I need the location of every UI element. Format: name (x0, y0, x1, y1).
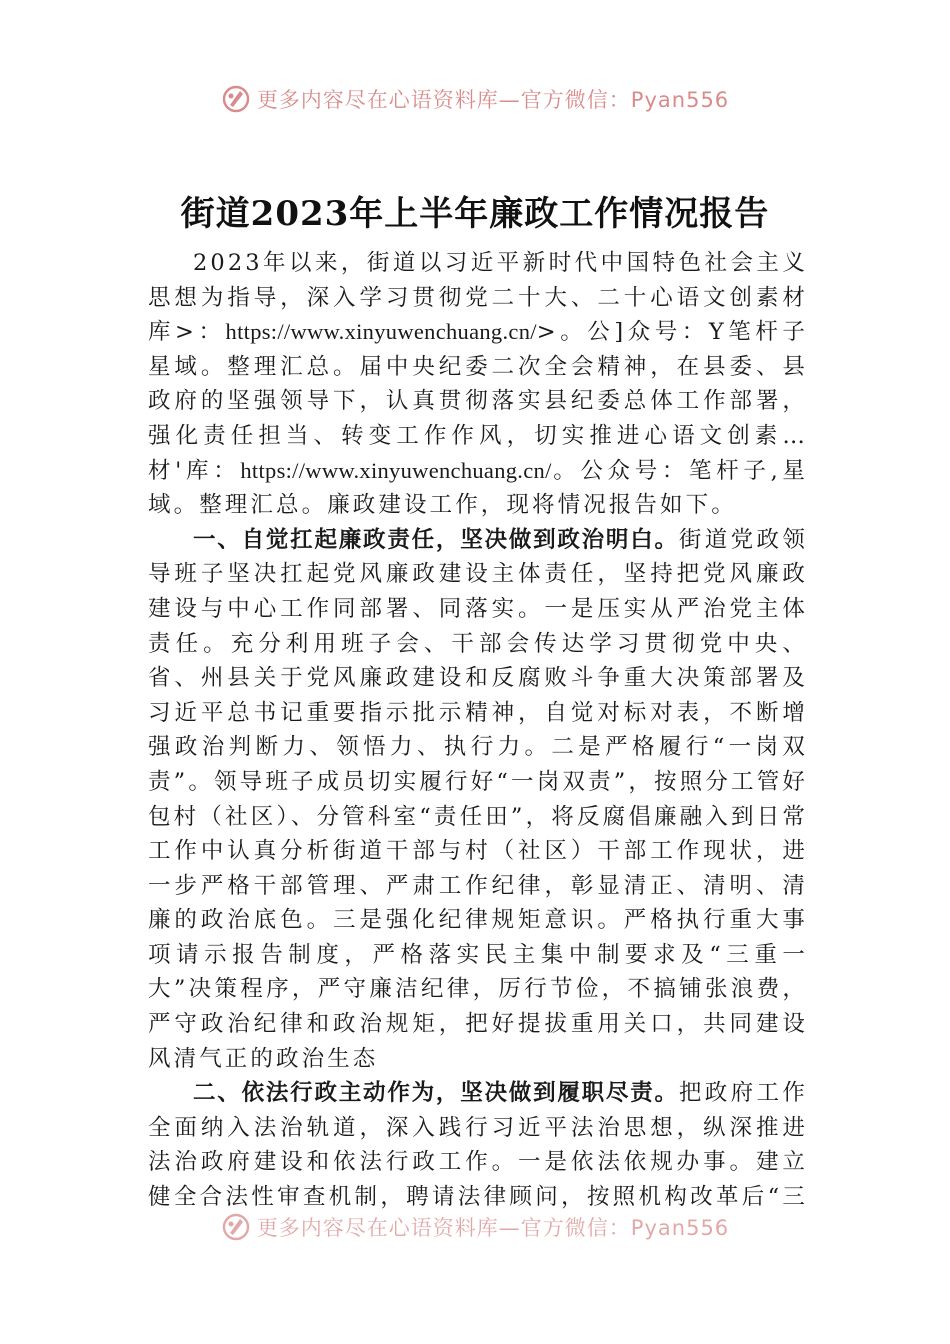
watermark-header (0, 84, 950, 114)
watermark-logo-icon (221, 84, 251, 114)
section-2-paragraph (148, 1076, 808, 1216)
section-2-heading: 二、依法行政主动作为，坚决做到履职尽责。 (193, 1080, 679, 1107)
watermark-footer (0, 1212, 950, 1242)
section-1-body: 街道党政领导班子坚决扛起党风廉政建设主体责任，坚持把党风廉政建设与中心工作同部署、同落实。一是压实从严治党主体责任。充分利用班子会、干部会传达学习贯彻党中央、省、州县关于党风廉政建设和反腐败斗争重大决策部署及习近平总书记重要指示批示精神，自觉对标对表，不断增强政治判断力、领悟力、执行力。二是严格履行“一岗双责”。领导班子成员切实履行好“一岗双责”，按照分工管好包村（社区）、分管科室“责任田”，将反腐倡廉融入到日常工作中认真分析街道干部与村（社区）干部工作现状，进一步严格干部管理、严肃工作纪律，彰显清正、清明、清廉的政治底色。三是强化纪律规矩意识。严格执行重大事项请示报告制度，严格落实民主集中制要求及“三重一大”决策程序，严守廉洁纪律，厉行节俭，不搞铺张浪费，严守政治纪律和政治规矩，把好提拔重用关口，共同建设风清气正的政治生态 (148, 526, 808, 1072)
section-1-paragraph (148, 523, 808, 1077)
intro-text-1: 2023年以来，街道以习近平新时代中国特色社会主义思想为指导，深入学习贯彻党二十大、二十心语文创素材库>： (148, 250, 808, 346)
watermark-text: 更多内容尽在心语资料库—官方微信：Pyan556 (256, 1216, 730, 1240)
intro-text-2: >。公]众号：Y笔杆子星域。整理汇总。届中央纪委二次全会精神，在县委、县政府的坚强领导下，认真贯彻落实县纪委总体工作部署，强化责任担当、转变工作作风，切实推进心语文创素…材'库： (148, 319, 808, 484)
watermark-text: 更多内容尽在心语资料库—官方微信：Pyan556 (256, 88, 730, 112)
section-2-body: 把政府工作全面纳入法治轨道，深入践行习近平法治思想，纵深推进法治政府建设和依法行政工作。一是依法依规办事。建立健全合法性审查机制，聘请法律顾问，按照机构改革后“三 (148, 1080, 808, 1211)
intro-paragraph (148, 246, 808, 523)
watermark-logo-icon (221, 1212, 251, 1242)
document-body (148, 246, 808, 1216)
document-title: 街道2023年上半年廉政工作情况报告 (180, 194, 770, 234)
section-1-heading: 一、自觉扛起廉政责任，坚决做到政治明白。 (193, 526, 679, 553)
intro-text-3: 。公众号：笔杆子,星域。整理汇总。廉政建设工作，现将情况报告如下。 (148, 457, 808, 519)
intro-url-1: https://www.xinyuwenchuang.cn/ (225, 319, 537, 345)
intro-url-2: https://www.xinyuwenchuang.cn/ (240, 457, 552, 483)
